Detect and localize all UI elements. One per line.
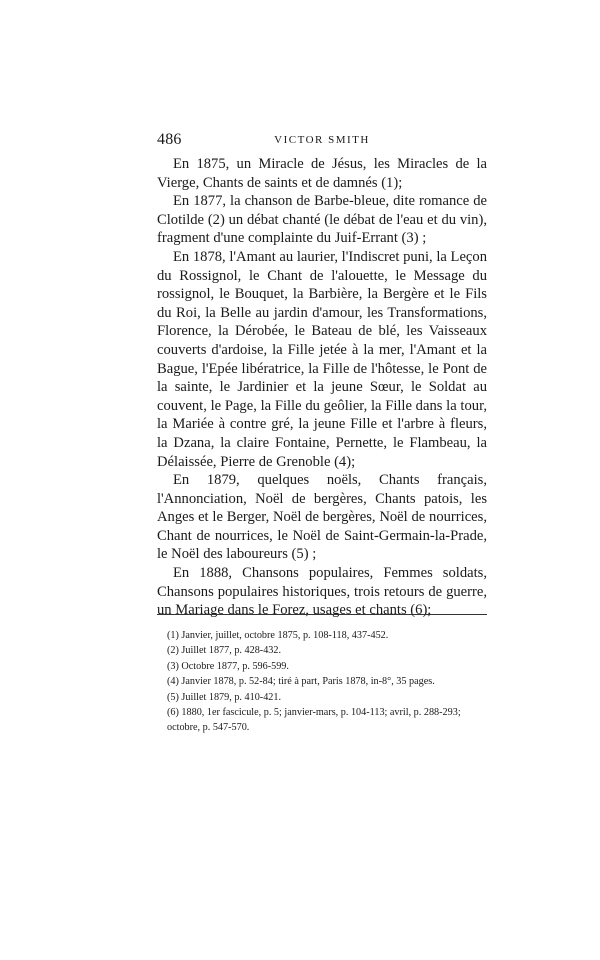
paragraph-1888: En 1888, Chansons populaires, Femmes soldats, Chansons populaires historiques, trois retours de guerre, un Mariage dans le Forez, usages et chants (6); [157, 565, 487, 619]
running-head: VICTOR SMITH [274, 134, 370, 146]
footnote-4: (4) Janvier 1878, p. 52-84; tiré à part, Paris 1878, in-8°, 35 pages. [167, 676, 435, 688]
paragraph-1877: En 1877, la chanson de Barbe-bleue, dite romance de Clotilde (2) un débat chanté (le débat de l'eau et du vin), fragment d'une complainte du Juif-Errant (3) ; [157, 193, 487, 247]
footnote-5: (5) Juillet 1879, p. 410-421. [167, 691, 282, 703]
footnote-3: (3) Octobre 1877, p. 596-599. [167, 660, 289, 672]
page-number: 486 [157, 131, 182, 148]
footnote-2: (2) Juillet 1877, p. 428-432. [167, 645, 282, 657]
paragraph-1875: En 1875, un Miracle de Jésus, les Miracles de la Vierge, Chants de saints et de damnés (1); [157, 156, 487, 191]
page-header [157, 131, 487, 153]
paragraph-1879: En 1879, quelques noëls, Chants français, l'Annonciation, Noël de bergères, Chants patois, les Anges et le Berger, Noël de bergères, Noël de nourrices, Chant de nourrices, le Noël de Saint-Germain-la-Prade, le Noël des laboureurs (5) ; [157, 472, 487, 563]
paragraph-1878: En 1878, l'Amant au laurier, l'Indiscret puni, la Leçon du Rossignol, le Chant de l'alouette, le Message du rossignol, le Bouquet, la Barbière, la Bergère et le Fils du Roi, la Belle au jardin d'amour, les Transformations, Florence, la Dérobée, le Bateau de blé, les Vaisseaux couverts d'ardoise, la Fille jetée à la mer, l'Amant et la Bague, l'Epée libératrice, la Fille de l'hôtesse, le Pont de la sainte, le Jardinier et la jeune Sœur, le Soldat au couvent, le Page, la Fille du geôlier, la Fille dans la tour, la Mariée à contre gré, la jeune Fille et l'arbre à fleurs, la Dzana, la claire Fontaine, Pernette, le Flambeau, la Délaissée, Pierre de Grenoble (4); [157, 248, 487, 470]
body-text [157, 155, 487, 620]
footnotes [157, 628, 487, 736]
footnote-6: (6) 1880, 1er fascicule, p. 5; janvier-mars, p. 104-113; avril, p. 288-293; octobre, p. 547-570. [167, 707, 461, 734]
footnote-1: (1) Janvier, juillet, octobre 1875, p. 108-118, 437-452. [167, 630, 389, 641]
footnote-separator-rule [157, 614, 487, 615]
